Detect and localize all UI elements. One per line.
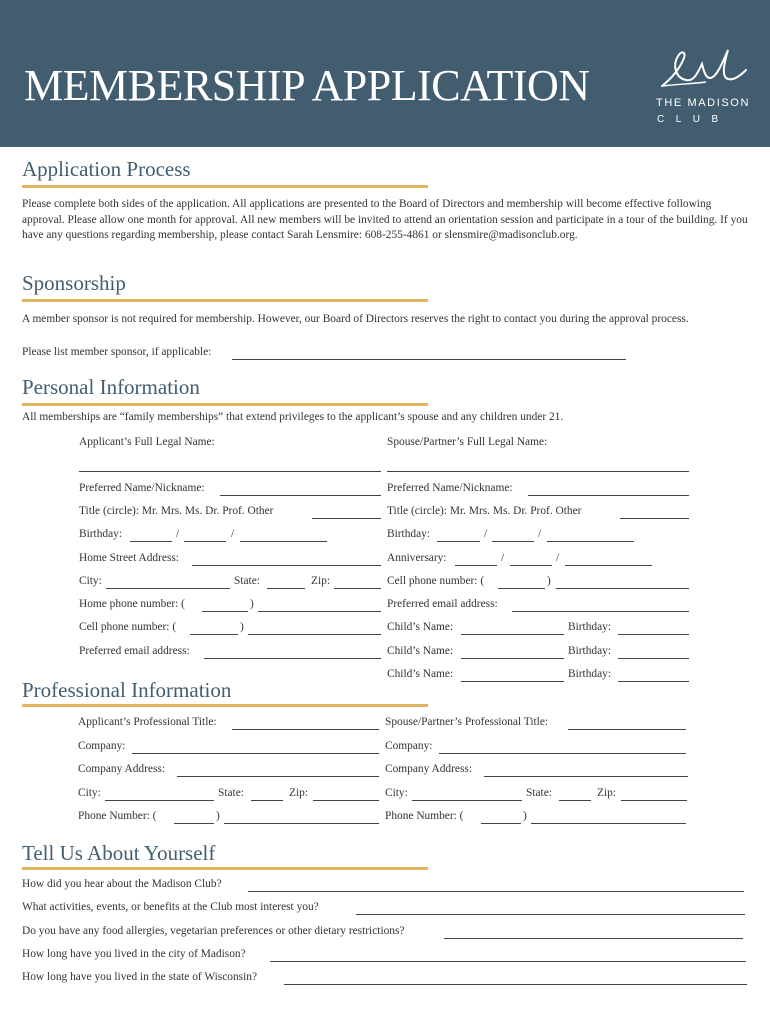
spouse-work-phone-area-field[interactable] (481, 823, 521, 824)
applicant-company-address-label: Company Address: (78, 763, 166, 775)
spouse-preferred-name-field[interactable] (528, 495, 689, 496)
applicant-professional-title-label: Applicant’s Professional Title: (78, 716, 217, 728)
spouse-company-address-field[interactable] (484, 776, 688, 777)
spouse-company-address-label: Company Address: (385, 763, 473, 775)
applicant-cell-phone-number-field[interactable] (248, 634, 381, 635)
applicant-legal-name-label: Applicant’s Full Legal Name: (79, 436, 215, 448)
applicant-title-label: Title (circle): Mr. Mrs. Ms. Dr. Prof. Other (79, 505, 274, 517)
child-name-field-1[interactable] (461, 634, 564, 635)
child-name-label: Child’s Name: (387, 645, 454, 657)
spouse-work-state-label: State: (526, 787, 552, 799)
question-how-heard-field[interactable] (248, 891, 744, 892)
personal-intro-text: All memberships are “family memberships” that extend privileges to the applicant’s spouse and any children under 21. (22, 411, 564, 423)
section-rule (22, 299, 428, 302)
date-slash: / (501, 552, 505, 564)
question-interests-field[interactable] (356, 914, 745, 915)
spouse-work-phone-number-field[interactable] (531, 823, 686, 824)
spouse-birthday-month-field[interactable] (437, 541, 480, 542)
applicant-zip-label: Zip: (311, 575, 330, 587)
applicant-birthday-month-field[interactable] (130, 541, 172, 542)
applicant-birthday-year-field[interactable] (240, 541, 327, 542)
anniversary-month-field[interactable] (455, 565, 497, 566)
question-interests-label: What activities, events, or benefits at the Club most interest you? (22, 901, 319, 913)
applicant-email-label: Preferred email address: (79, 645, 190, 657)
section-rule (22, 867, 428, 870)
madison-club-logo (652, 44, 756, 128)
spouse-email-label: Preferred email address: (387, 598, 498, 610)
applicant-work-state-label: State: (218, 787, 244, 799)
applicant-email-field[interactable] (204, 658, 381, 659)
spouse-work-phone-label: Phone Number: ( (385, 810, 464, 822)
spouse-work-zip-label: Zip: (597, 787, 616, 799)
date-slash: / (176, 528, 180, 540)
sponsor-label: Please list member sponsor, if applicable: (22, 346, 212, 358)
applicant-preferred-name-label: Preferred Name/Nickname: (79, 482, 205, 494)
section-rule (22, 704, 428, 707)
applicant-cell-phone-area-field[interactable] (190, 634, 238, 635)
section-heading-application-process: Application Process (22, 157, 191, 181)
date-slash: / (231, 528, 235, 540)
date-slash: / (556, 552, 560, 564)
question-dietary-field[interactable] (444, 938, 743, 939)
applicant-birthday-label: Birthday: (79, 528, 123, 540)
applicant-professional-title-field[interactable] (232, 729, 379, 730)
spouse-legal-name-field[interactable] (387, 471, 689, 472)
child-birthday-field-3[interactable] (618, 681, 689, 682)
question-years-wisconsin-field[interactable] (284, 984, 747, 985)
spouse-work-zip-field[interactable] (621, 800, 687, 801)
applicant-work-phone-label: Phone Number: ( (78, 810, 157, 822)
question-dietary-label: Do you have any food allergies, vegetarian preferences or other dietary restrictions? (22, 925, 405, 937)
spouse-birthday-year-field[interactable] (547, 541, 634, 542)
spouse-professional-title-label: Spouse/Partner’s Professional Title: (385, 716, 549, 728)
question-years-madison-field[interactable] (270, 961, 746, 962)
question-years-wisconsin-label: How long have you lived in the state of Wisconsin? (22, 971, 258, 983)
section-heading-personal-information: Personal Information (22, 375, 200, 399)
section-rule (22, 403, 428, 406)
applicant-home-phone-area-field[interactable] (202, 611, 248, 612)
applicant-work-city-label: City: (78, 787, 101, 799)
applicant-street-field[interactable] (192, 565, 381, 566)
applicant-street-label: Home Street Address: (79, 552, 179, 564)
spouse-cell-phone-area-field[interactable] (498, 588, 545, 589)
spouse-cell-phone-number-field[interactable] (556, 588, 689, 589)
page-title: MEMBERSHIP APPLICATION (24, 61, 590, 110)
section-heading-tell-us-about-yourself: Tell Us About Yourself (22, 841, 216, 865)
applicant-state-field[interactable] (267, 588, 305, 589)
spouse-preferred-name-label: Preferred Name/Nickname: (387, 482, 513, 494)
paren-close: ) (523, 810, 527, 822)
child-name-field-2[interactable] (461, 658, 564, 659)
applicant-company-address-field[interactable] (177, 776, 379, 777)
applicant-cell-phone-label: Cell phone number: ( (79, 621, 177, 633)
applicant-city-label: City: (79, 575, 102, 587)
sponsorship-text: A member sponsor is not required for membership. However, our Board of Directors reserves the right to contact you during the approval process. (22, 313, 689, 325)
applicant-work-state-field[interactable] (251, 800, 283, 801)
child-name-label: Child’s Name: (387, 621, 454, 633)
spouse-title-label: Title (circle): Mr. Mrs. Ms. Dr. Prof. Other (387, 505, 582, 517)
logo-text-line2: CLUB (657, 114, 730, 125)
spouse-company-label: Company: (385, 740, 433, 752)
sponsor-field[interactable] (232, 359, 626, 360)
spouse-legal-name-label: Spouse/Partner’s Full Legal Name: (387, 436, 548, 448)
applicant-birthday-day-field[interactable] (184, 541, 226, 542)
spouse-work-city-label: City: (385, 787, 408, 799)
spouse-company-field[interactable] (439, 753, 686, 754)
header-banner (0, 0, 770, 147)
applicant-city-field[interactable] (106, 588, 230, 589)
question-how-heard-label: How did you hear about the Madison Club? (22, 878, 222, 890)
applicant-work-city-field[interactable] (105, 800, 214, 801)
section-heading-professional-information: Professional Information (22, 678, 232, 702)
spouse-work-state-field[interactable] (559, 800, 591, 801)
paren-close: ) (547, 575, 551, 587)
spouse-email-field[interactable] (512, 611, 689, 612)
logo-monogram-icon (658, 44, 750, 92)
child-birthday-field-1[interactable] (618, 634, 689, 635)
spouse-birthday-day-field[interactable] (492, 541, 534, 542)
child-birthday-label: Birthday: (568, 645, 612, 657)
applicant-preferred-name-field[interactable] (220, 495, 381, 496)
applicant-work-phone-area-field[interactable] (174, 823, 214, 824)
applicant-home-phone-number-field[interactable] (258, 611, 381, 612)
child-birthday-label: Birthday: (568, 668, 612, 680)
anniversary-year-field[interactable] (565, 565, 652, 566)
child-name-label: Child’s Name: (387, 668, 454, 680)
child-birthday-field-2[interactable] (618, 658, 689, 659)
applicant-work-phone-number-field[interactable] (224, 823, 379, 824)
application-process-text: Please complete both sides of the application. All applications are presented to the Board of Directors and membership will become effective following approval. Please allow one month for approval. All new members will be invited to attend an orientation session and participate in a tour of the building. If you have any questions regarding membership, please contact Sarah Lensmire: 608-255-4861 or slensmire@madisonclub.org. (22, 198, 748, 241)
applicant-home-phone-label: Home phone number: ( (79, 598, 185, 610)
paren-close: ) (240, 621, 244, 633)
anniversary-day-field[interactable] (510, 565, 552, 566)
applicant-work-zip-field[interactable] (313, 800, 379, 801)
section-heading-sponsorship: Sponsorship (22, 271, 126, 295)
section-rule (22, 185, 428, 188)
applicant-state-label: State: (234, 575, 260, 587)
date-slash: / (484, 528, 488, 540)
applicant-company-label: Company: (78, 740, 126, 752)
spouse-work-city-field[interactable] (412, 800, 522, 801)
spouse-cell-phone-label: Cell phone number: ( (387, 575, 485, 587)
spouse-professional-title-field[interactable] (568, 729, 686, 730)
applicant-title-other-field[interactable] (312, 518, 381, 519)
date-slash: / (538, 528, 542, 540)
applicant-legal-name-field[interactable] (79, 471, 381, 472)
applicant-work-zip-label: Zip: (289, 787, 308, 799)
logo-text-line1: THE MADISON (656, 97, 750, 109)
spouse-anniversary-label: Anniversary: (387, 552, 447, 564)
spouse-birthday-label: Birthday: (387, 528, 431, 540)
question-years-madison-label: How long have you lived in the city of Madison? (22, 948, 246, 960)
paren-close: ) (216, 810, 220, 822)
child-birthday-label: Birthday: (568, 621, 612, 633)
applicant-company-field[interactable] (132, 753, 379, 754)
paren-close: ) (250, 598, 254, 610)
spouse-title-other-field[interactable] (620, 518, 689, 519)
child-name-field-3[interactable] (461, 681, 564, 682)
applicant-zip-field[interactable] (334, 588, 381, 589)
